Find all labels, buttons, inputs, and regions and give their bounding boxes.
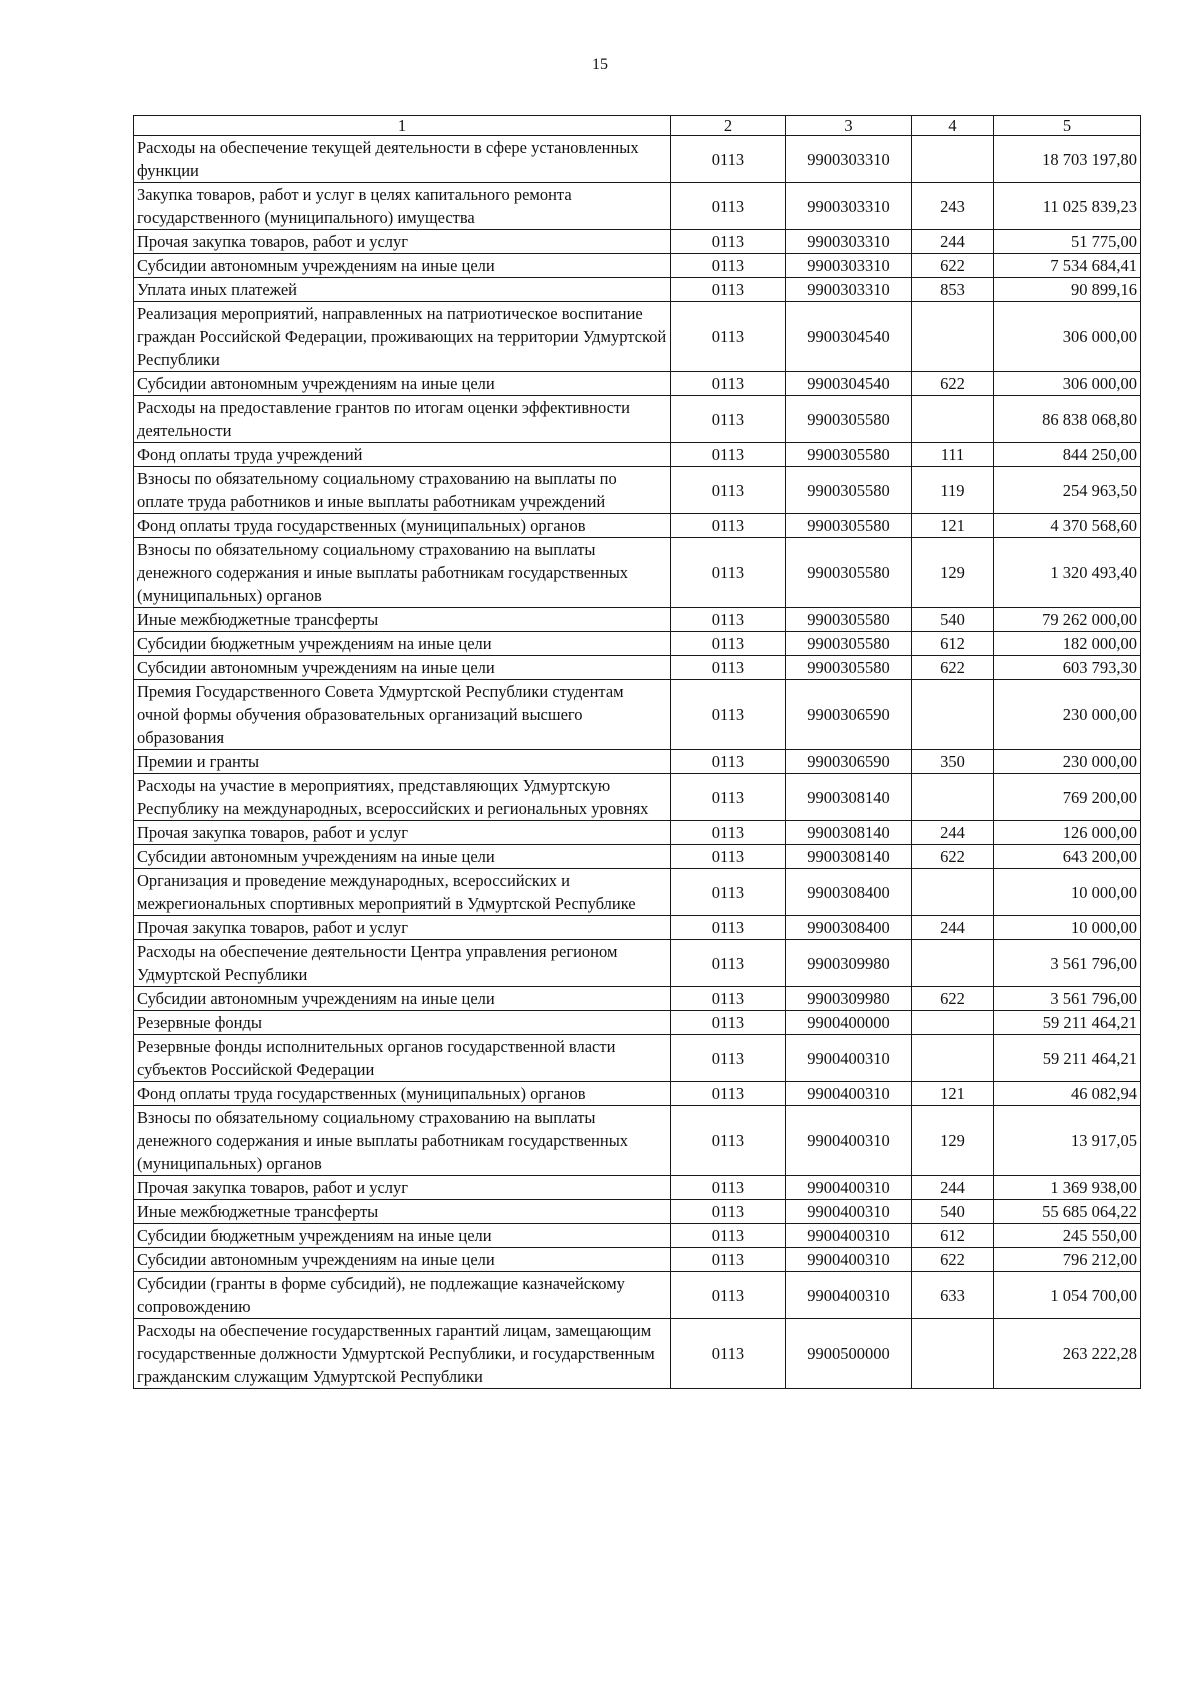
item-type: 853 [912, 278, 994, 302]
table-row [134, 1319, 1141, 1389]
item-section: 0113 [671, 254, 786, 278]
item-type: 622 [912, 372, 994, 396]
table-row [134, 1176, 1141, 1200]
item-section: 0113 [671, 183, 786, 230]
item-name: Расходы на предоставление грантов по итогам оценки эффективности деятельности [134, 396, 671, 443]
item-section: 0113 [671, 443, 786, 467]
item-name: Прочая закупка товаров, работ и услуг [134, 230, 671, 254]
table-row [134, 916, 1141, 940]
item-section: 0113 [671, 1319, 786, 1389]
item-amount: 10 000,00 [994, 869, 1141, 916]
table-row [134, 302, 1141, 372]
item-target: 9900308400 [786, 916, 912, 940]
table-row [134, 656, 1141, 680]
item-section: 0113 [671, 1224, 786, 1248]
item-type: 612 [912, 1224, 994, 1248]
item-name: Субсидии бюджетным учреждениям на иные цели [134, 632, 671, 656]
item-name: Расходы на обеспечение текущей деятельности в сфере установленных функции [134, 136, 671, 183]
item-amount: 263 222,28 [994, 1319, 1141, 1389]
item-target: 9900309980 [786, 940, 912, 987]
item-section: 0113 [671, 136, 786, 183]
item-target: 9900400310 [786, 1106, 912, 1176]
item-target: 9900304540 [786, 372, 912, 396]
item-section: 0113 [671, 302, 786, 372]
item-section: 0113 [671, 1248, 786, 1272]
item-name: Реализация мероприятий, направленных на патриотическое воспитание граждан Российской Федерации, проживающих на территории Удмуртской Республики [134, 302, 671, 372]
item-type: 244 [912, 916, 994, 940]
item-target: 9900305580 [786, 514, 912, 538]
item-amount: 230 000,00 [994, 750, 1141, 774]
header-cell: 2 [671, 116, 786, 136]
item-type: 540 [912, 608, 994, 632]
item-target: 9900303310 [786, 278, 912, 302]
table-row [134, 750, 1141, 774]
item-name: Прочая закупка товаров, работ и услуг [134, 1176, 671, 1200]
item-section: 0113 [671, 1272, 786, 1319]
item-section: 0113 [671, 514, 786, 538]
item-type: 129 [912, 538, 994, 608]
item-name: Премии и гранты [134, 750, 671, 774]
item-section: 0113 [671, 608, 786, 632]
item-target: 9900306590 [786, 750, 912, 774]
item-section: 0113 [671, 916, 786, 940]
table-row [134, 987, 1141, 1011]
table-row [134, 1082, 1141, 1106]
item-type [912, 1319, 994, 1389]
item-amount: 10 000,00 [994, 916, 1141, 940]
item-section: 0113 [671, 538, 786, 608]
item-name: Субсидии автономным учреждениям на иные цели [134, 656, 671, 680]
item-target: 9900400310 [786, 1176, 912, 1200]
item-amount: 4 370 568,60 [994, 514, 1141, 538]
item-amount: 13 917,05 [994, 1106, 1141, 1176]
item-section: 0113 [671, 750, 786, 774]
item-name: Фонд оплаты труда государственных (муниципальных) органов [134, 514, 671, 538]
item-target: 9900305580 [786, 538, 912, 608]
table-row [134, 821, 1141, 845]
item-name: Расходы на обеспечение деятельности Центра управления регионом Удмуртской Республики [134, 940, 671, 987]
item-amount: 86 838 068,80 [994, 396, 1141, 443]
item-target: 9900400310 [786, 1224, 912, 1248]
item-name: Субсидии автономным учреждениям на иные цели [134, 845, 671, 869]
table-row [134, 443, 1141, 467]
item-section: 0113 [671, 987, 786, 1011]
table-row [134, 1224, 1141, 1248]
table-row [134, 1035, 1141, 1082]
item-target: 9900304540 [786, 302, 912, 372]
item-section: 0113 [671, 278, 786, 302]
item-section: 0113 [671, 396, 786, 443]
item-amount: 18 703 197,80 [994, 136, 1141, 183]
table-row [134, 845, 1141, 869]
item-section: 0113 [671, 1082, 786, 1106]
item-section: 0113 [671, 230, 786, 254]
item-target: 9900308140 [786, 774, 912, 821]
item-target: 9900305580 [786, 467, 912, 514]
table-row [134, 467, 1141, 514]
page-number: 15 [592, 56, 608, 73]
item-name: Взносы по обязательному социальному страхованию на выплаты по оплате труда работников и иные выплаты работникам учреждений [134, 467, 671, 514]
item-name: Организация и проведение международных, всероссийских и межрегиональных спортивных мероприятий в Удмуртской Республике [134, 869, 671, 916]
item-type [912, 680, 994, 750]
item-target: 9900400310 [786, 1248, 912, 1272]
item-name: Расходы на участие в мероприятиях, представляющих Удмуртскую Республику на международных, всероссийских и региональных уровнях [134, 774, 671, 821]
item-target: 9900303310 [786, 183, 912, 230]
item-type [912, 396, 994, 443]
item-type: 244 [912, 1176, 994, 1200]
item-amount: 1 369 938,00 [994, 1176, 1141, 1200]
item-section: 0113 [671, 680, 786, 750]
item-name: Взносы по обязательному социальному страхованию на выплаты денежного содержания и иные выплаты работникам государственных (муниципальных) органов [134, 1106, 671, 1176]
item-amount: 306 000,00 [994, 372, 1141, 396]
item-type: 622 [912, 656, 994, 680]
item-name: Фонд оплаты труда учреждений [134, 443, 671, 467]
item-amount: 7 534 684,41 [994, 254, 1141, 278]
table-row [134, 680, 1141, 750]
item-target: 9900400000 [786, 1011, 912, 1035]
table-row [134, 632, 1141, 656]
item-amount: 844 250,00 [994, 443, 1141, 467]
table-row [134, 940, 1141, 987]
item-target: 9900400310 [786, 1272, 912, 1319]
item-section: 0113 [671, 656, 786, 680]
item-type: 622 [912, 845, 994, 869]
item-name: Резервные фонды [134, 1011, 671, 1035]
item-amount: 796 212,00 [994, 1248, 1141, 1272]
item-name: Закупка товаров, работ и услуг в целях капитального ремонта государственного (муниципального) имущества [134, 183, 671, 230]
item-name: Расходы на обеспечение государственных гарантий лицам, замещающим государственные должности Удмуртской Республики, и государственным гражданским служащим Удмуртской Республики [134, 1319, 671, 1389]
item-type: 350 [912, 750, 994, 774]
table-row [134, 278, 1141, 302]
header-cell: 5 [994, 116, 1141, 136]
table-row [134, 183, 1141, 230]
item-section: 0113 [671, 1106, 786, 1176]
item-name: Субсидии автономным учреждениям на иные цели [134, 1248, 671, 1272]
item-section: 0113 [671, 467, 786, 514]
item-name: Фонд оплаты труда государственных (муниципальных) органов [134, 1082, 671, 1106]
item-name: Субсидии (гранты в форме субсидий), не подлежащие казначейскому сопровождению [134, 1272, 671, 1319]
header-cell: 4 [912, 116, 994, 136]
table-row [134, 774, 1141, 821]
item-target: 9900305580 [786, 656, 912, 680]
item-type: 622 [912, 987, 994, 1011]
item-section: 0113 [671, 372, 786, 396]
item-type [912, 136, 994, 183]
item-amount: 1 320 493,40 [994, 538, 1141, 608]
item-amount: 46 082,94 [994, 1082, 1141, 1106]
table-row [134, 514, 1141, 538]
item-type [912, 940, 994, 987]
item-name: Иные межбюджетные трансферты [134, 608, 671, 632]
table-row [134, 1200, 1141, 1224]
item-type: 129 [912, 1106, 994, 1176]
item-type: 121 [912, 514, 994, 538]
item-type: 119 [912, 467, 994, 514]
item-amount: 59 211 464,21 [994, 1011, 1141, 1035]
item-target: 9900303310 [786, 230, 912, 254]
item-type [912, 774, 994, 821]
item-amount: 603 793,30 [994, 656, 1141, 680]
item-amount: 11 025 839,23 [994, 183, 1141, 230]
table-row [134, 538, 1141, 608]
item-name: Субсидии бюджетным учреждениям на иные цели [134, 1224, 671, 1248]
item-target: 9900308140 [786, 845, 912, 869]
item-amount: 769 200,00 [994, 774, 1141, 821]
item-amount: 3 561 796,00 [994, 987, 1141, 1011]
item-type: 121 [912, 1082, 994, 1106]
item-section: 0113 [671, 632, 786, 656]
item-name: Субсидии автономным учреждениям на иные цели [134, 372, 671, 396]
item-amount: 182 000,00 [994, 632, 1141, 656]
item-name: Иные межбюджетные трансферты [134, 1200, 671, 1224]
item-target: 9900500000 [786, 1319, 912, 1389]
item-target: 9900309980 [786, 987, 912, 1011]
table-row [134, 1011, 1141, 1035]
item-type: 633 [912, 1272, 994, 1319]
item-name: Уплата иных платежей [134, 278, 671, 302]
item-target: 9900308140 [786, 821, 912, 845]
item-amount: 55 685 064,22 [994, 1200, 1141, 1224]
table-header-row [134, 116, 1141, 136]
item-amount: 79 262 000,00 [994, 608, 1141, 632]
item-target: 9900303310 [786, 254, 912, 278]
item-amount: 3 561 796,00 [994, 940, 1141, 987]
item-amount: 126 000,00 [994, 821, 1141, 845]
item-target: 9900303310 [786, 136, 912, 183]
item-type: 540 [912, 1200, 994, 1224]
item-type: 111 [912, 443, 994, 467]
item-name: Взносы по обязательному социальному страхованию на выплаты денежного содержания и иные выплаты работникам государственных (муниципальных) органов [134, 538, 671, 608]
item-amount: 90 899,16 [994, 278, 1141, 302]
item-type: 244 [912, 230, 994, 254]
budget-table [133, 115, 1141, 1389]
item-type: 622 [912, 254, 994, 278]
item-section: 0113 [671, 1011, 786, 1035]
header-cell: 1 [134, 116, 671, 136]
table-row [134, 372, 1141, 396]
table-row [134, 608, 1141, 632]
item-name: Субсидии автономным учреждениям на иные цели [134, 254, 671, 278]
table-row [134, 869, 1141, 916]
table-row [134, 230, 1141, 254]
item-section: 0113 [671, 869, 786, 916]
item-amount: 245 550,00 [994, 1224, 1141, 1248]
item-amount: 1 054 700,00 [994, 1272, 1141, 1319]
table-row [134, 396, 1141, 443]
item-section: 0113 [671, 1200, 786, 1224]
item-section: 0113 [671, 845, 786, 869]
item-section: 0113 [671, 1176, 786, 1200]
table-row [134, 1106, 1141, 1176]
item-name: Прочая закупка товаров, работ и услуг [134, 916, 671, 940]
item-target: 9900400310 [786, 1035, 912, 1082]
item-target: 9900305580 [786, 608, 912, 632]
table-row [134, 1248, 1141, 1272]
item-name: Прочая закупка товаров, работ и услуг [134, 821, 671, 845]
item-type: 622 [912, 1248, 994, 1272]
item-type: 612 [912, 632, 994, 656]
item-target: 9900305580 [786, 632, 912, 656]
item-target: 9900400310 [786, 1200, 912, 1224]
item-target: 9900400310 [786, 1082, 912, 1106]
item-section: 0113 [671, 774, 786, 821]
item-section: 0113 [671, 1035, 786, 1082]
item-amount: 643 200,00 [994, 845, 1141, 869]
item-amount: 230 000,00 [994, 680, 1141, 750]
item-target: 9900305580 [786, 443, 912, 467]
header-cell: 3 [786, 116, 912, 136]
item-type [912, 1035, 994, 1082]
table-row [134, 136, 1141, 183]
item-section: 0113 [671, 940, 786, 987]
item-type [912, 302, 994, 372]
table-row [134, 1272, 1141, 1319]
item-amount: 254 963,50 [994, 467, 1141, 514]
item-type: 244 [912, 821, 994, 845]
item-type [912, 1011, 994, 1035]
item-amount: 59 211 464,21 [994, 1035, 1141, 1082]
item-target: 9900305580 [786, 396, 912, 443]
item-type [912, 869, 994, 916]
item-target: 9900308400 [786, 869, 912, 916]
item-amount: 51 775,00 [994, 230, 1141, 254]
item-name: Субсидии автономным учреждениям на иные цели [134, 987, 671, 1011]
item-name: Резервные фонды исполнительных органов государственной власти субъектов Российской Федерации [134, 1035, 671, 1082]
item-type: 243 [912, 183, 994, 230]
item-target: 9900306590 [786, 680, 912, 750]
table-row [134, 254, 1141, 278]
item-amount: 306 000,00 [994, 302, 1141, 372]
item-name: Премия Государственного Совета Удмуртской Республики студентам очной формы обучения образовательных организаций высшего образования [134, 680, 671, 750]
item-section: 0113 [671, 821, 786, 845]
